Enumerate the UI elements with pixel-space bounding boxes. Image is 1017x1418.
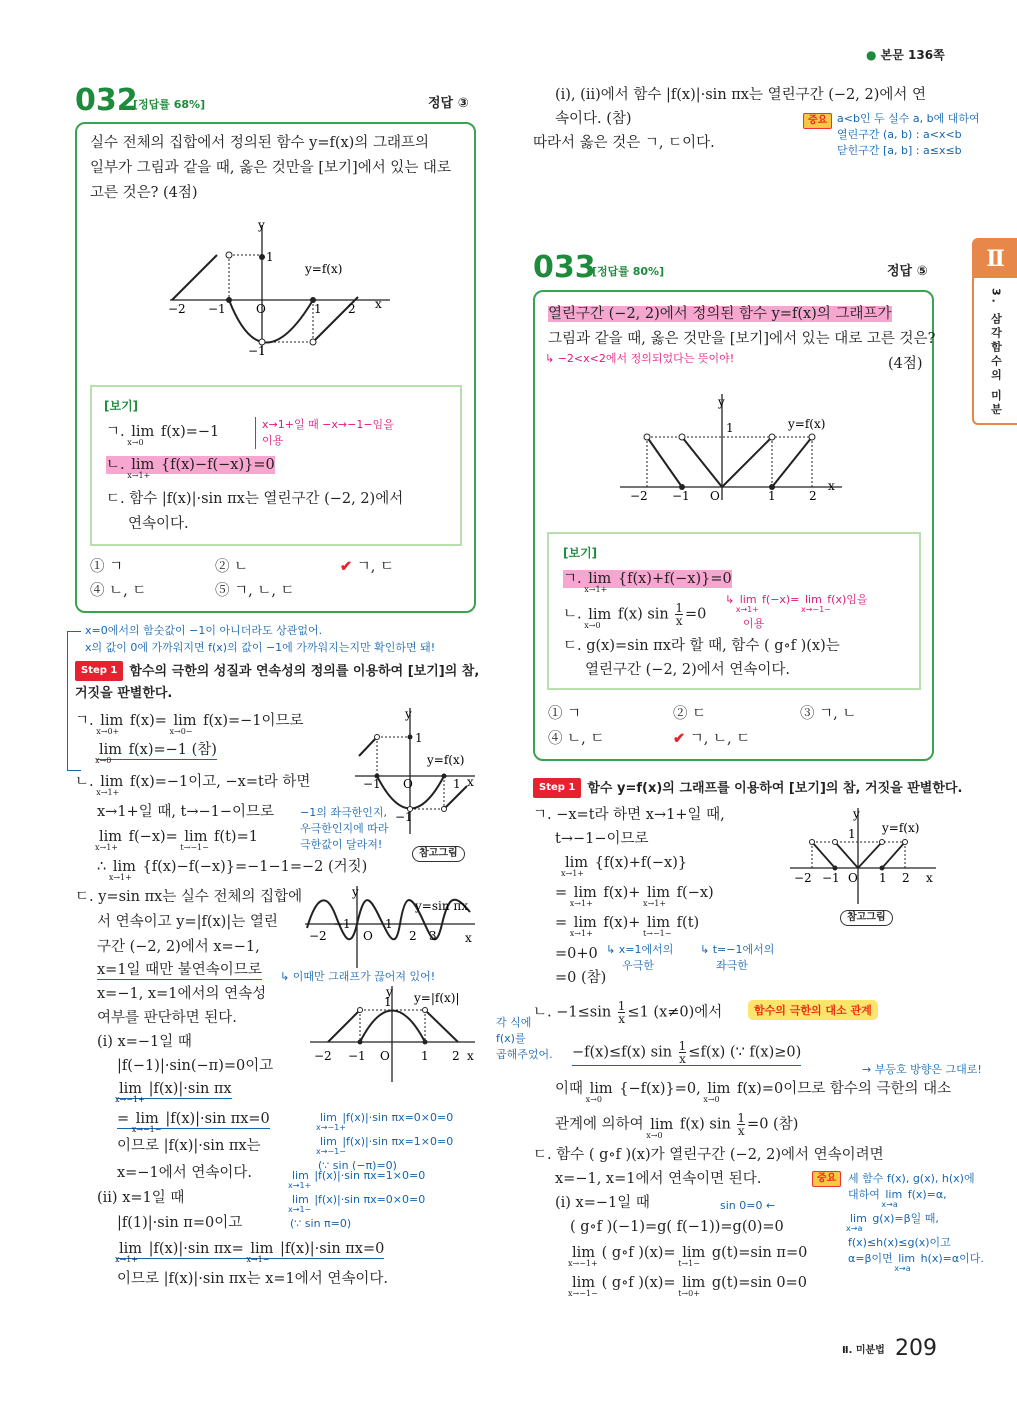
bogi-item: 열린구간 (−2, 2)에서 연속이다. — [585, 662, 791, 678]
closed-point — [226, 297, 232, 303]
check-mark-icon: ✔ — [673, 730, 686, 747]
choice-3[interactable]: ✔ ㄱ, ㄷ — [340, 558, 394, 575]
solution-line: x=−1, x=1에서의 연속성 — [97, 986, 267, 1002]
tick-label: −2 — [794, 871, 812, 885]
solution-line: = lim x→−1− |f(x)|·sin πx=0 — [117, 1111, 270, 1134]
bogi-note: x→1+일 때 −x→−1−임을 이용 — [255, 417, 394, 449]
bogi-item: ㄴ. lim x→1+ {f(x)−f(−x)}=0 — [106, 457, 275, 480]
axis-label-x: x — [467, 775, 474, 789]
origin-label: O — [848, 871, 858, 885]
step-heading: Step 1 함수 y=f(x)의 그래프를 이용하여 [보기]의 참, 거짓을 판별한다. — [533, 778, 962, 798]
open-point — [310, 339, 316, 345]
check-mark-icon: ✔ — [340, 558, 353, 575]
solution-line: lim x→−1+ |f(x)|·sin πx — [115, 1081, 232, 1104]
answer-label: 정답 ⑤ — [887, 264, 928, 279]
solution-line: (ii) x=1일 때 — [97, 1190, 185, 1206]
solution-line: ㄱ. lim x→0+ f(x)= lim x→0− f(x)=−1이므로 — [75, 713, 304, 736]
bogi-item: ㄷ. g(x)=sin πx라 할 때, 함수 ( g∘f )(x)는 — [563, 638, 840, 654]
correct-rate: [정답률 80%] — [592, 265, 665, 278]
bogi-item: ㄴ. lim x→0 f(x) sin $\frac{1}{x}$ =0 — [563, 601, 707, 630]
tick-label: −2 — [630, 489, 648, 502]
solution-line: x→1+일 때, t→−1−이므로 — [97, 804, 275, 820]
question-line: 열린구간 (−2, 2)에서 정의된 함수 y=f(x)의 그래프가 — [548, 306, 892, 322]
bogi-item: 연속이다. — [128, 516, 189, 532]
axis-label-y: y — [718, 395, 725, 409]
solution-line: ㄴ. −1≤sin $\frac{1}{x}$ ≤1 (x≠0)에서 — [533, 999, 723, 1026]
tick-label: 1 — [453, 777, 461, 791]
question-line: 일부가 그림과 같을 때, 옳은 것만을 [보기]에서 있는 대로 — [90, 160, 451, 176]
tick-label: 2 — [452, 1049, 460, 1063]
tick-label: 1 — [314, 302, 322, 316]
solution-line: ㄷ. 함수 ( g∘f )(x)가 열린구간 (−2, 2)에서 연속이려면 — [533, 1147, 884, 1163]
annotation: lim x→1+ |f(x)|·sin πx=1×0=0 lim x→1− |f(x)|·sin πx=0×0=0 (∵ sin π=0) — [288, 1169, 426, 1230]
choice-5[interactable]: ⑤ ㄱ, ㄴ, ㄷ — [215, 583, 295, 599]
tick-label: 1 — [266, 250, 274, 264]
annotation: → 부등호 방향은 그대로! — [862, 1063, 982, 1076]
tick-label: −1 — [672, 489, 690, 502]
question-note: ↳ −2<x<2에서 정의되었다는 뜻이야! — [545, 352, 735, 365]
tick-label: 1 — [385, 917, 393, 931]
reference-figure-badge: 참고그림 — [840, 910, 893, 926]
choice-4[interactable]: ④ ㄴ, ㄷ — [548, 731, 605, 747]
solution-line: ㄴ. lim x→1+ f(x)=−1이고, −x=t라 하면 — [75, 774, 311, 797]
axis-label-y: y — [386, 985, 393, 999]
annotation: 세 함수 f(x), g(x), h(x)에 대하여 lim x→a f(x)=α, lim x→a g(x)=β일 때, f(x)≤h(x)≤g(x)이고 α=β이면 lim x→a h(x)=α이다. — [846, 1172, 984, 1273]
choice-2[interactable]: ② ㄷ — [673, 706, 707, 722]
solution-line: lim x→1+ |f(x)|·sin πx= lim x→1− |f(x)|·sin πx=0 — [115, 1241, 385, 1264]
question-number: 032 — [75, 83, 138, 118]
annotation: −1의 좌극한인지, 우극한인지에 따라 극한값이 달라져! — [300, 806, 389, 851]
annotation: x의 값이 0에 가까워지면 f(x)의 값이 −1에 가까워지는지만 확인하면 돼! — [85, 641, 436, 654]
page-number: 209 — [895, 1336, 937, 1361]
solution-line: (i) x=−1일 때 — [97, 1034, 192, 1050]
solution-line: ( g∘f )(−1)=g( f(−1))=g(0)=0 — [570, 1219, 784, 1235]
solution-line: (i) x=−1일 때 — [555, 1195, 650, 1211]
solution-line: 이므로 |f(x)|·sin πx는 x=1에서 연속이다. — [117, 1271, 389, 1287]
choice-2[interactable]: ② ㄴ — [215, 559, 249, 575]
solution-line: ∴ lim x→1+ {f(x)−f(−x)}=−1−1=−2 (거짓) — [97, 859, 368, 882]
graph-f-033 — [620, 392, 845, 502]
solution-line: =0 (참) — [555, 970, 607, 986]
tick-label: −1 — [208, 302, 226, 316]
solution-line: t→−1−이므로 — [555, 831, 649, 847]
function-label: y=f(x) — [788, 417, 826, 431]
annotation: lim x→−1+ |f(x)|·sin πx=0×0=0 lim x→−1− |f(x)|·sin πx=1×0=0 (∵ sin (−π)=0) — [316, 1111, 454, 1172]
solution-line: (i), (ii)에서 함수 |f(x)|·sin πx는 열린구간 (−2, 2)에서 연 — [555, 87, 926, 103]
axis-label-y: y — [853, 807, 860, 821]
solution-line: 서 연속이고 y=|f(x)|는 열린 — [97, 914, 278, 930]
tick-label: 2 — [809, 489, 817, 502]
bogi-title: [보기] — [563, 546, 598, 560]
reference-text: 본문 136쪽 — [880, 48, 945, 62]
reference-figure-badge: 참고그림 — [412, 846, 465, 862]
annotation: ↳ t=−1에서의 좌극한 — [700, 943, 775, 972]
graph-f-ref-032 — [355, 706, 477, 836]
function-label: y=f(x) — [882, 821, 920, 835]
solution-line: 여부를 판단하면 된다. — [97, 1010, 237, 1026]
axis-label-x: x — [467, 1049, 474, 1063]
annotation: 각 식에 f(x)를 곱해주었어. — [496, 1016, 553, 1061]
annotation: ↳ x=1에서의 우극한 — [606, 943, 674, 972]
solution-line: 따라서 옳은 것은 ㄱ, ㄷ이다. — [533, 135, 715, 151]
solution-line: 구간 (−2, 2)에서 x=−1, — [97, 939, 260, 955]
axis-label-x: x — [828, 479, 835, 493]
annotation: a<b인 두 실수 a, b에 대하여 열린구간 (a, b) : a<x<b 닫힌구간 [a, b] : a≤x≤b — [837, 112, 980, 157]
open-point — [226, 252, 232, 258]
solution-line: x=−1에서 연속이다. — [117, 1165, 252, 1181]
axis-label-x: x — [375, 297, 382, 311]
tick-label: −2 — [309, 929, 327, 943]
origin-label: O — [403, 777, 413, 791]
axis-label-y: y — [258, 218, 265, 232]
graph-sin — [305, 884, 477, 970]
solution-line: |f(−1)|·sin(−π)=0이고 — [117, 1058, 274, 1074]
axis-label-x: x — [926, 871, 933, 885]
question-line: 실수 전체의 집합에서 정의된 함수 y=f(x)의 그래프의 — [90, 135, 429, 151]
tick-label: 1 — [384, 995, 392, 1009]
axis-label-y: y — [352, 885, 359, 899]
function-label: y=f(x) — [305, 262, 343, 276]
origin-label: O — [380, 1049, 390, 1063]
tick-label: 1 — [768, 489, 776, 502]
solution-line: |f(1)|·sin π=0이고 — [117, 1215, 243, 1231]
graph-f-032 — [160, 215, 400, 365]
function-label: y=f(x) — [427, 753, 465, 767]
tick-label: −2 — [168, 302, 186, 316]
step-heading: Step 1 함수의 극한의 성질과 연속성의 정의를 이용하여 [보기]의 참, — [75, 661, 479, 681]
choice-5[interactable]: ✔ ㄱ, ㄴ, ㄷ — [673, 730, 751, 747]
choice-1[interactable]: ① ㄱ — [548, 706, 582, 722]
tick-label: −1 — [822, 871, 840, 885]
bogi-item: ㄱ. lim x→0 f(x)=−1 — [106, 424, 220, 447]
solution-line: x=−1, x=1에서 연속이면 된다. — [555, 1171, 762, 1187]
axis-label-y: y — [405, 707, 412, 721]
solution-line: ㄷ. y=sin πx는 실수 전체의 집합에 — [75, 889, 303, 905]
solution-line: = lim x→1+ f(x)+ lim x→1+ f(−x) — [555, 885, 714, 908]
function-label: y=sin πx — [415, 899, 469, 913]
function-label: y=|f(x)| — [414, 991, 460, 1005]
origin-label: O — [710, 489, 720, 502]
question-line: 고른 것은? (4점) — [90, 185, 198, 201]
annotation: ↳ 이때만 그래프가 끊어져 있어! — [280, 970, 436, 983]
important-badge: 중요 — [803, 113, 832, 129]
tick-label: −2 — [314, 1049, 332, 1063]
question-line: 그림과 같을 때, 옳은 것만을 [보기]에서 있는 대로 고른 것은? — [548, 331, 936, 347]
step-heading-cont: 거짓을 판별한다. — [75, 686, 173, 701]
step-badge: Step 1 — [533, 778, 581, 798]
tick-label: 1 — [415, 731, 423, 745]
closed-point — [259, 254, 265, 260]
solution-line: 속이다. (참) — [555, 111, 632, 127]
solution-line: lim x→−1+ ( g∘f )(x)= lim t→1− g(t)=sin π=0 — [568, 1245, 808, 1268]
chapter-roman: Ⅱ — [974, 240, 1017, 278]
annotation: sin 0=0 ← — [720, 1199, 776, 1212]
bogi-item: ㄱ. lim x→1+ {f(x)+f(−x)}=0 — [563, 571, 732, 594]
tick-label: 1 — [726, 421, 734, 435]
tick-label: 1 — [421, 1049, 429, 1063]
graph-f-ref-033 — [790, 806, 938, 906]
choice-3[interactable]: ③ ㄱ, ㄴ — [800, 706, 857, 722]
solution-line: lim x→−1− ( g∘f )(x)= lim t→0+ g(t)=sin 0=0 — [568, 1275, 808, 1298]
annotation: x=0에서의 함숫값이 −1이 아니더라도 상관없어. — [85, 624, 323, 637]
tick-label: −1 — [363, 777, 381, 791]
origin-label: O — [256, 302, 266, 316]
solution-line: = lim x→1+ f(x)+ lim t→−1− f(t) — [555, 915, 700, 938]
tick-label: −1 — [395, 810, 413, 824]
circle-bullet-icon: ● — [866, 48, 877, 62]
chapter-title: 3. 삼각함수의 미분 — [989, 288, 1003, 418]
tick-label: 2 — [409, 929, 417, 943]
solution-line: ㄱ. −x=t라 하면 x→1+일 때, — [533, 807, 725, 823]
callout: 함수의 극한의 대소 관계 — [748, 1000, 878, 1020]
footer-section: Ⅱ. 미분법 — [842, 1345, 885, 1356]
answer-label: 정답 ③ — [428, 96, 469, 111]
tick-label: 3 — [429, 929, 437, 943]
origin-label: O — [363, 929, 373, 943]
solution-line: =0+0 — [555, 946, 598, 962]
tick-label: 1 — [848, 827, 856, 841]
bogi-title: [보기] — [104, 399, 139, 413]
question-line: (4점) — [888, 356, 923, 372]
chapter-tab[interactable] — [972, 238, 1017, 425]
solution-line: lim x→0 f(x)=−1 (참) — [95, 742, 217, 765]
solution-line: −f(x)≤f(x) sin $\frac{1}{x}$ ≤f(x) (∵ f(x)≥0) — [572, 1039, 802, 1066]
tick-label: 2 — [348, 302, 356, 316]
solution-line: x=1일 때만 불연속이므로 — [97, 962, 262, 978]
bogi-item: ㄷ. 함수 |f(x)|·sin πx는 열린구간 (−2, 2)에서 — [106, 491, 404, 507]
important-badge: 중요 — [812, 1171, 841, 1187]
question-number: 033 — [533, 250, 596, 285]
solution-line: lim x→1+ f(−x)= lim t→−1− f(t)=1 — [95, 829, 258, 852]
solution-line: 이때 lim x→0 {−f(x)}=0, lim x→0 f(x)=0이므로 함수의 극한의 대소 — [555, 1081, 952, 1104]
solution-line: 이므로 |f(x)|·sin πx는 — [117, 1138, 261, 1154]
solution-line: 관계에 의하여 lim x→0 f(x) sin $\frac{1}{x}$ =0 (참) — [555, 1111, 799, 1140]
solution-line: lim x→1+ {f(x)+f(−x)} — [561, 855, 688, 878]
axis-label-x: x — [465, 931, 472, 945]
graph-abs-f — [310, 984, 477, 1084]
tick-label: −1 — [248, 344, 266, 358]
tick-label: 2 — [902, 871, 910, 885]
bogi-note: ↳ lim x→1+ f(−x)= lim x→−1− f(x)임을 이용 — [725, 593, 868, 630]
tick-label: −1 — [348, 1049, 366, 1063]
choice-4[interactable]: ④ ㄴ, ㄷ — [90, 583, 147, 599]
tick-label: −1 — [333, 917, 351, 931]
correct-rate: [정답률 68%] — [133, 98, 206, 111]
step-badge: Step 1 — [75, 661, 123, 681]
reference-page — [866, 46, 945, 64]
choice-1[interactable]: ① ㄱ — [90, 559, 124, 575]
tick-label: 1 — [879, 871, 887, 885]
